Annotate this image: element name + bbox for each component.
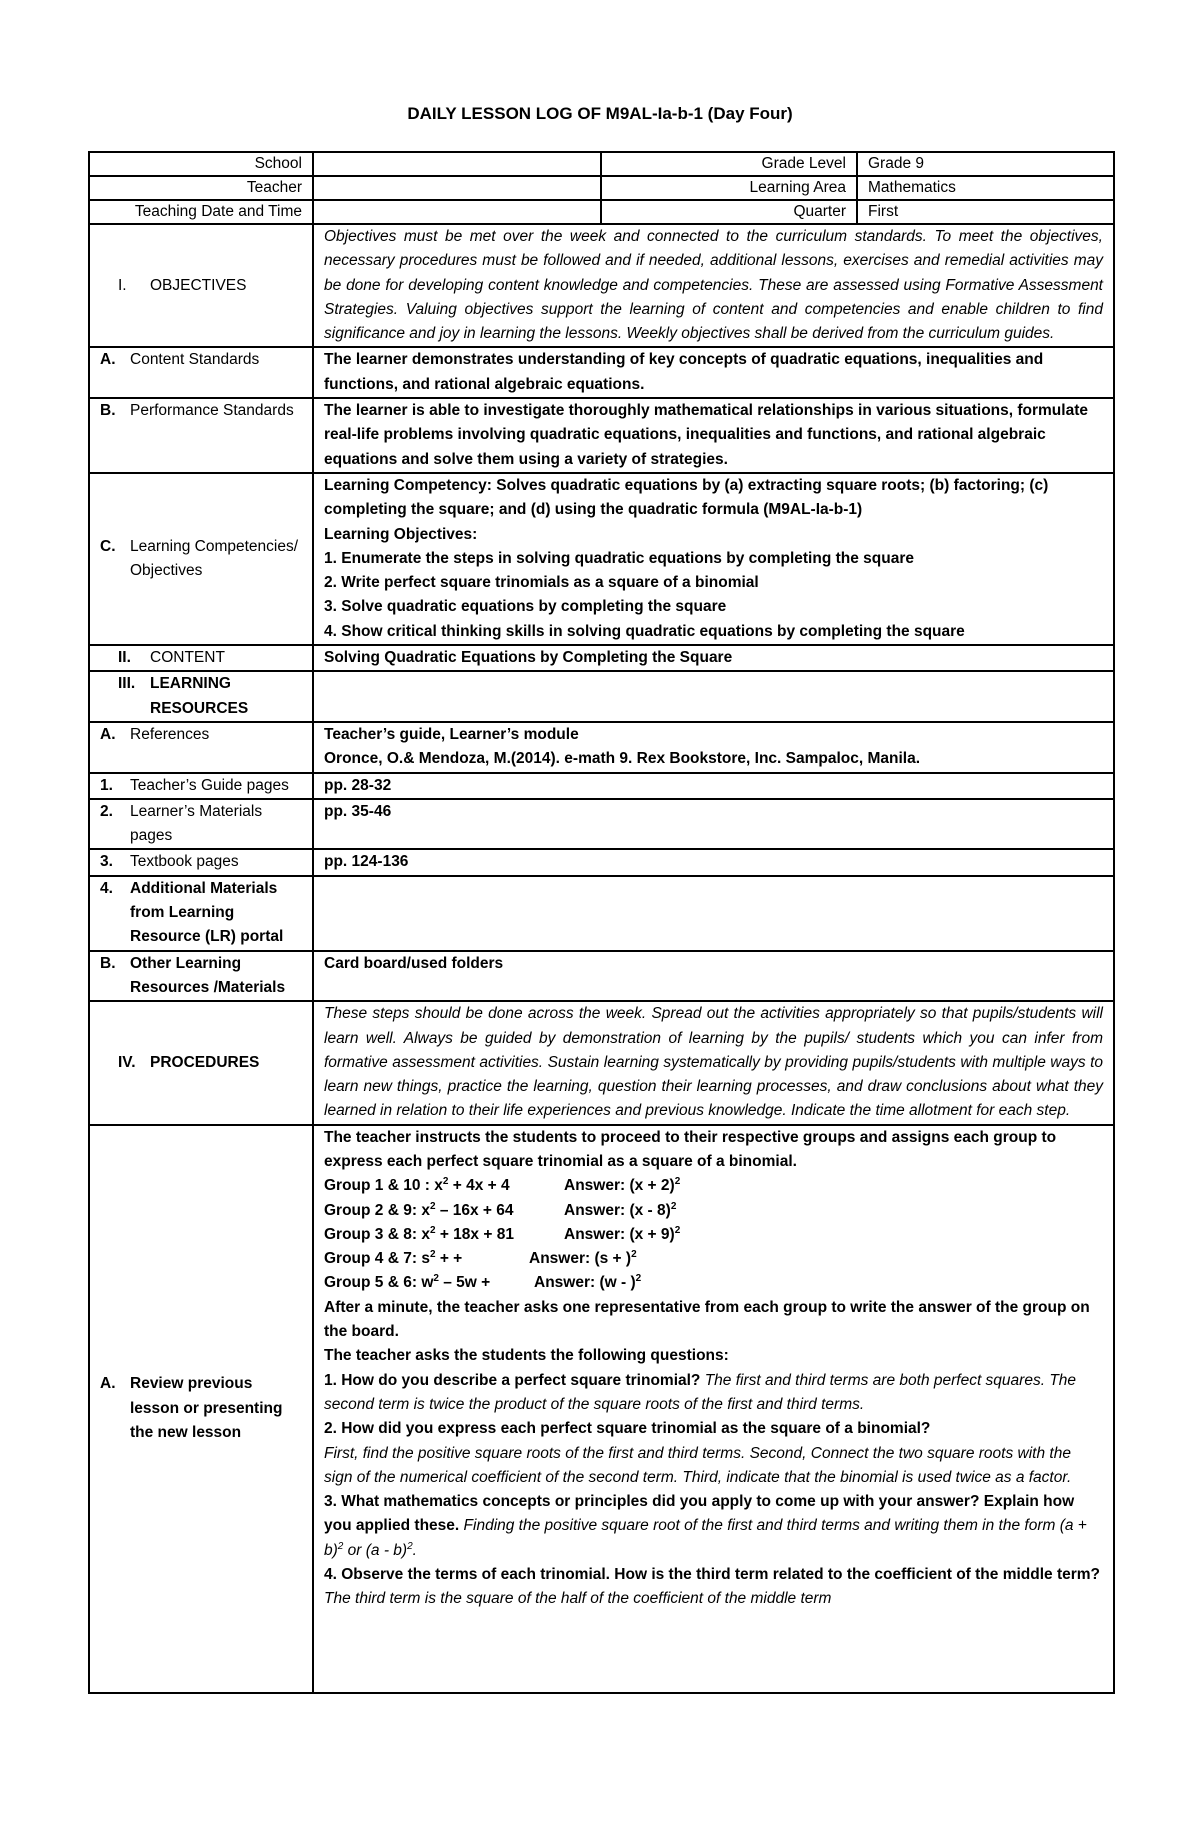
review-answer-2: First, find the positive square roots of the first and third terms. Second, Connect the two square roots with the sign of the numerical coefficient of the second term. Third, indicate that the binomial is used twice as a factor. xyxy=(324,1444,1072,1486)
learning-resources-title: LEARNING RESOURCES xyxy=(150,675,249,717)
group-expr: x xyxy=(417,1201,430,1219)
group-answer: (w - ) xyxy=(595,1274,636,1292)
group-answer: (x - 8) xyxy=(625,1201,671,1219)
group-answer-label: Answer: xyxy=(564,1225,626,1243)
objectives-label xyxy=(89,224,313,347)
textbook-pages-num: 3. xyxy=(100,853,113,871)
quarter-label: Quarter xyxy=(601,200,857,224)
objectives-title: OBJECTIVES xyxy=(150,276,247,294)
objectives-row xyxy=(89,224,1114,347)
learning-competency: Learning Competency: Solves quadratic equations by (a) extracting square roots; (b) factoring; (c) completing the square; and (d) using the quadratic formula (M9AL-Ia-b-1) xyxy=(324,476,1049,519)
group-answer-label: Answer: xyxy=(529,1250,591,1268)
lm-pages-title: Learner’s Materials pages xyxy=(130,802,263,845)
performance-standards-title: Performance Standards xyxy=(130,402,294,420)
review-questions-intro: The teacher asks the students the following questions: xyxy=(324,1347,729,1365)
learning-resources-num: III. xyxy=(118,675,136,693)
grade-level-value[interactable]: Grade 9 xyxy=(857,152,1114,176)
competencies-num: C. xyxy=(100,537,116,555)
procedures-num: IV. xyxy=(118,1053,136,1071)
content-row xyxy=(89,645,1114,671)
group-answer-label: Answer: xyxy=(564,1201,626,1219)
textbook-pages-row xyxy=(89,849,1114,875)
teacher-label: Teacher xyxy=(89,176,313,200)
question-text: 3. What mathematics concepts or principles did you apply to come up with your answer? Explain how you applied these. xyxy=(324,1493,1075,1535)
group-name: Group 1 & 10 : xyxy=(324,1177,430,1195)
other-resources-row xyxy=(89,951,1114,1002)
references-num: A. xyxy=(100,725,116,743)
group-expr: + + xyxy=(435,1250,463,1268)
group-expr: + 4x + 4 xyxy=(448,1177,510,1195)
review-row xyxy=(89,1125,1114,1693)
review-title: Review previous lesson or presenting the new lesson xyxy=(130,1375,283,1441)
textbook-pages-label xyxy=(89,849,313,875)
procedures-row xyxy=(89,1001,1114,1124)
group-answer-exp: 2 xyxy=(674,1224,681,1236)
content-standards-num: A. xyxy=(100,351,116,369)
lesson-log-table xyxy=(88,151,1115,1694)
date-row xyxy=(89,200,1114,224)
review-num: A. xyxy=(100,1375,116,1393)
procedures-text: These steps should be done across the week. Spread out the activities appropriately so that pupils/students will learn well. Always be guided by demonstration of learning by the pupils/ students which you can infer from formative assessment activities. Sustain learning systematically by providing pupils/students with multiple ways to learn new things, practice the learning, question their learning processes, and draw conclusions about what they learned in relation to their life experiences and previous knowledge. Indicate the time allotment for each step. xyxy=(313,1001,1114,1124)
group-exp: 2 xyxy=(429,1200,436,1212)
group-exp: 2 xyxy=(429,1224,436,1236)
group-exp: 2 xyxy=(442,1176,449,1188)
answer-text: The third term is the square of the half of the coefficient of the middle term xyxy=(324,1590,832,1608)
learning-resources-label xyxy=(89,671,313,722)
question-text: 4. Observe the terms of each trinomial. How is the third term related to the coefficient of the middle term? xyxy=(324,1566,1101,1584)
answer-text: or (a - b) xyxy=(343,1541,408,1559)
lm-pages-value: pp. 35-46 xyxy=(313,799,1114,850)
learning-area-label: Learning Area xyxy=(601,176,857,200)
learning-objective-item: 1. Enumerate the steps in solving quadratic equations by completing the square xyxy=(324,549,914,567)
textbook-pages-value: pp. 124-136 xyxy=(313,849,1114,875)
performance-standards-num: B. xyxy=(100,402,116,420)
learning-area-value[interactable]: Mathematics xyxy=(857,176,1114,200)
group-expr: – 5w + xyxy=(438,1274,491,1292)
page-title: DAILY LESSON LOG OF M9AL-Ia-b-1 (Day Four) xyxy=(407,104,793,123)
lm-pages-label xyxy=(89,799,313,850)
answer-exp: 2 xyxy=(337,1540,344,1552)
review-question-3 xyxy=(324,1490,1103,1563)
group-name: Group 5 & 6: xyxy=(324,1274,418,1292)
group-item xyxy=(324,1271,1103,1295)
competencies-text xyxy=(313,473,1114,645)
school-label: School xyxy=(89,152,313,176)
procedures-label xyxy=(89,1001,313,1124)
review-content xyxy=(313,1125,1114,1693)
group-item xyxy=(324,1223,1103,1247)
learning-objective-item: 2. Write perfect square trinomials as a square of a binomial xyxy=(324,574,759,592)
group-name: Group 2 & 9: xyxy=(324,1201,418,1219)
group-name: Group 3 & 8: xyxy=(324,1225,418,1243)
answer-text: . xyxy=(412,1541,417,1559)
tg-pages-row xyxy=(89,773,1114,799)
quarter-value[interactable]: First xyxy=(857,200,1114,224)
group-item xyxy=(324,1247,1103,1271)
review-question-2: 2. How did you express each perfect square trinomial as the square of a binomial? xyxy=(324,1420,931,1438)
textbook-pages-title: Textbook pages xyxy=(130,853,239,871)
procedures-title: PROCEDURES xyxy=(150,1053,260,1071)
group-answer-exp: 2 xyxy=(635,1273,642,1285)
group-expr: s xyxy=(417,1250,430,1268)
content-standards-label xyxy=(89,347,313,398)
group-item xyxy=(324,1174,1103,1198)
review-intro: The teacher instructs the students to proceed to their respective groups and assigns each group to express each perfect square trinomial as a square of a binomial. xyxy=(324,1128,1057,1170)
group-exp: 2 xyxy=(433,1273,439,1285)
objectives-num: I. xyxy=(118,276,127,294)
review-label xyxy=(89,1125,313,1693)
learning-objective-item: 4. Show critical thinking skills in solving quadratic equations by completing the square xyxy=(324,622,965,640)
tg-pages-value: pp. 28-32 xyxy=(313,773,1114,799)
school-value[interactable] xyxy=(313,152,601,176)
additional-materials-num: 4. xyxy=(100,879,113,897)
question-text: 1. How do you describe a perfect square trinomial? xyxy=(324,1371,701,1389)
tg-pages-label xyxy=(89,773,313,799)
teacher-value[interactable] xyxy=(313,176,601,200)
other-resources-num: B. xyxy=(100,954,116,972)
group-expr: + 18x + 81 xyxy=(435,1225,514,1243)
group-exp: 2 xyxy=(429,1249,436,1261)
teacher-row xyxy=(89,176,1114,200)
learning-objectives-heading: Learning Objectives: xyxy=(324,525,478,543)
references-line: Oronce, O.& Mendoza, M.(2014). e-math 9. Rex Bookstore, Inc. Sampaloc, Manila. xyxy=(324,750,921,768)
performance-standards-row xyxy=(89,398,1114,473)
other-resources-value: Card board/used folders xyxy=(313,951,1114,1002)
other-resources-title: Other Learning Resources /Materials xyxy=(130,954,286,996)
group-answer: (x + 9) xyxy=(625,1225,675,1243)
objectives-text: Objectives must be met over the week and connected to the curriculum standards. To meet the objectives, necessary procedures must be followed and if needed, additional lessons, exercises and remedial activities may be done for developing content knowledge and competencies. These are assessed using Formative Assessment Strategies. Valuing objectives support the learning of content and competencies and enable children to find significance and joy in learning the lessons. Weekly objectives shall be derived from the curriculum guides. xyxy=(313,224,1114,347)
review-after: After a minute, the teacher asks one representative from each group to write the answer of the group on the board. xyxy=(324,1298,1090,1341)
group-expr: w xyxy=(417,1274,434,1292)
group-item xyxy=(324,1199,1103,1223)
date-label: Teaching Date and Time xyxy=(89,200,313,224)
tg-pages-title: Teacher’s Guide pages xyxy=(130,776,289,794)
group-answer-exp: 2 xyxy=(631,1249,637,1261)
additional-materials-row xyxy=(89,876,1114,951)
learning-resources-row xyxy=(89,671,1114,722)
competencies-title: Learning Competencies/ Objectives xyxy=(130,537,299,579)
content-standards-row xyxy=(89,347,1114,398)
lm-pages-num: 2. xyxy=(100,802,113,820)
group-answer: (x + 2) xyxy=(625,1177,675,1195)
references-row xyxy=(89,722,1114,773)
content-standards-title: Content Standards xyxy=(130,351,260,369)
answer-exp: 2 xyxy=(407,1540,413,1552)
group-expr: x xyxy=(417,1225,430,1243)
review-question-1 xyxy=(324,1369,1103,1418)
content-num: II. xyxy=(118,649,131,667)
content-text: Solving Quadratic Equations by Completing the Square xyxy=(313,645,1114,671)
content-label xyxy=(89,645,313,671)
school-row xyxy=(89,152,1114,176)
content-standards-text: The learner demonstrates understanding of key concepts of quadratic equations, inequalities and functions, and rational algebraic equations. xyxy=(313,347,1114,398)
references-text xyxy=(313,722,1114,773)
references-title: References xyxy=(130,725,210,743)
group-expr: x xyxy=(429,1177,443,1195)
competencies-label xyxy=(89,473,313,645)
tg-pages-num: 1. xyxy=(100,776,113,794)
references-line: Teacher’s guide, Learner’s module xyxy=(324,725,579,743)
grade-level-label: Grade Level xyxy=(601,152,857,176)
references-label xyxy=(89,722,313,773)
answer-text: The first and third terms are both perfect squares. The second term is twice the product of the square roots of the first and third terms. xyxy=(324,1371,1077,1413)
performance-standards-label xyxy=(89,398,313,473)
answer-text: Finding the positive square root of the first and third terms and writing them in the form (a + b) xyxy=(324,1517,1087,1559)
group-expr: – 16x + 64 xyxy=(435,1201,514,1219)
group-answer-exp: 2 xyxy=(670,1200,677,1212)
learning-resources-empty xyxy=(313,671,1114,722)
performance-standards-text: The learner is able to investigate thoroughly mathematical relationships in various situations, formulate real-life problems involving quadratic equations, inequalities and functions, and rational algebraic equations and solve them using a variety of strategies. xyxy=(313,398,1114,473)
review-question-4 xyxy=(324,1563,1103,1612)
learning-objective-item: 3. Solve quadratic equations by completing the square xyxy=(324,598,727,616)
group-answer-exp: 2 xyxy=(674,1176,681,1188)
group-answer-label: Answer: xyxy=(564,1177,626,1195)
group-answer-label: Answer: xyxy=(534,1274,596,1292)
additional-materials-label xyxy=(89,876,313,951)
lm-pages-row xyxy=(89,799,1114,850)
other-resources-label xyxy=(89,951,313,1002)
competencies-row xyxy=(89,473,1114,645)
additional-materials-value xyxy=(313,876,1114,951)
additional-materials-title: Additional Materials from Learning Resource (LR) portal xyxy=(130,879,284,946)
group-name: Group 4 & 7: xyxy=(324,1250,418,1268)
group-answer: (s + ) xyxy=(590,1250,632,1268)
date-value[interactable] xyxy=(313,200,601,224)
content-title: CONTENT xyxy=(150,649,225,667)
